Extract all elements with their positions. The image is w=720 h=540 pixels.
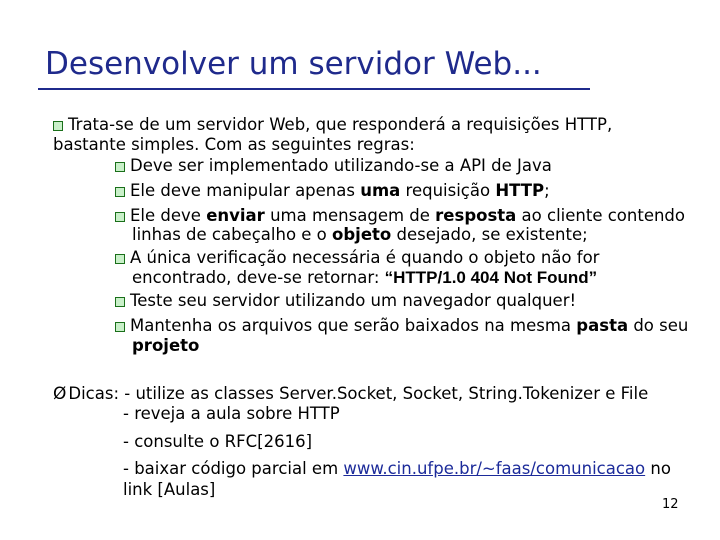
tips-line1: Ø Dicas: - utilize as classes Server.Socket, Socket, String.Tokenizer e File bbox=[53, 384, 649, 404]
checkbox-bullet-icon bbox=[115, 187, 125, 197]
tips-line4: - baixar código parcial em www.cin.ufpe.br/~faas/comunicacao no bbox=[123, 459, 671, 478]
comunicacao-link[interactable]: www.cin.ufpe.br/~faas/comunicacao bbox=[343, 459, 646, 478]
rule-send-response-line2: linhas de cabeçalho e o objeto desejado, se existente; bbox=[132, 225, 588, 244]
rule-404-line2: encontrado, deve-se retornar: “HTTP/1.0 404 Not Found” bbox=[132, 268, 598, 287]
rule-java-api: Deve ser implementado utilizando-se a API de Java bbox=[115, 158, 552, 175]
title-underline bbox=[38, 88, 590, 90]
checkbox-bullet-icon bbox=[115, 162, 125, 172]
checkbox-bullet-icon bbox=[115, 212, 125, 222]
rule-404-line1: A única verificação necessária é quando o objeto não for bbox=[115, 250, 599, 267]
bullet-intro-line1: Trata-se de um servidor Web, que responderá a requisições HTTP, bbox=[53, 117, 612, 134]
checkbox-bullet-icon bbox=[115, 254, 125, 264]
bullet-intro-line2: bastante simples. Com as seguintes regras: bbox=[53, 135, 415, 154]
rule-test-browser: Teste seu servidor utilizando um navegador qualquer! bbox=[115, 293, 576, 310]
arrow-bullet-icon: Ø bbox=[53, 384, 67, 404]
page-number: 12 bbox=[662, 497, 679, 512]
tips-line2: - reveja a aula sobre HTTP bbox=[123, 404, 340, 423]
rule-single-request: Ele deve manipular apenas uma requisição HTTP; bbox=[115, 183, 550, 200]
rule-folder-line1: Mantenha os arquivos que serão baixados na mesma pasta do seu bbox=[115, 318, 688, 335]
slide-title: Desenvolver um servidor Web... bbox=[45, 46, 542, 82]
rule-send-response-line1: Ele deve enviar uma mensagem de resposta ao cliente contendo bbox=[115, 208, 685, 225]
checkbox-bullet-icon bbox=[115, 322, 125, 332]
rule-folder-line2: projeto bbox=[132, 336, 200, 355]
checkbox-bullet-icon bbox=[115, 297, 125, 307]
tips-line3: - consulte o RFC[2616] bbox=[123, 432, 313, 451]
tips-line5: link [Aulas] bbox=[123, 480, 216, 499]
checkbox-bullet-icon bbox=[53, 121, 63, 131]
